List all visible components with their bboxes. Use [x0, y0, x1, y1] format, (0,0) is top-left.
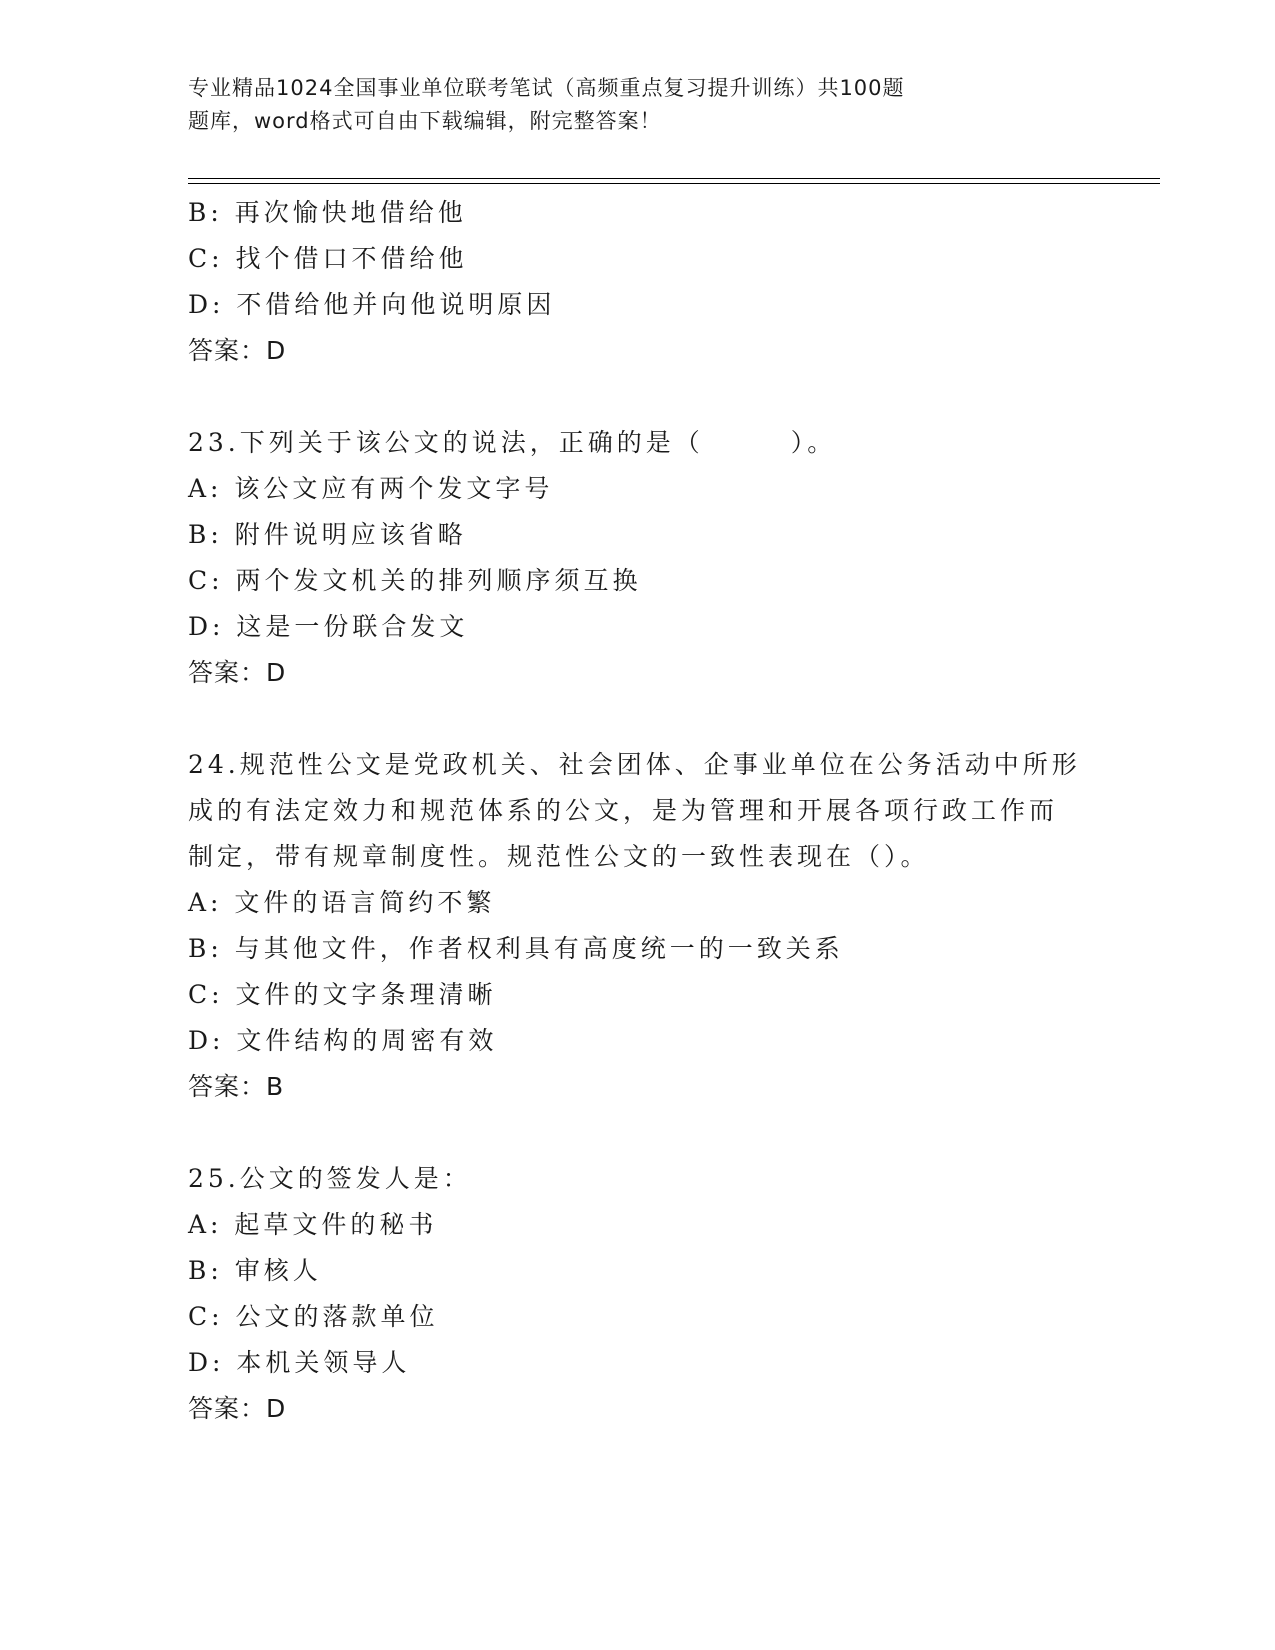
question-stem-line-1: 24.规范性公文是党政机关、社会团体、企事业单位在公务活动中所形 [188, 750, 1081, 779]
option-b: B: 审核人 [188, 1256, 322, 1285]
header-divider-bottom [188, 183, 1160, 184]
option-b: B: 与其他文件，作者权利具有高度统一的一致关系 [188, 934, 844, 963]
answer-line: 答案：D [188, 336, 287, 365]
option-d: D: 本机关领导人 [188, 1348, 411, 1377]
answer-line: 答案：B [188, 1072, 285, 1101]
document-header [188, 72, 1008, 138]
header-title-line-1: 专业精品1024全国事业单位联考笔试（高频重点复习提升训练）共100题 [188, 76, 905, 100]
option-c: C: 找个借口不借给他 [188, 244, 468, 273]
option-c: C: 两个发文机关的排列顺序须互换 [188, 566, 642, 595]
header-divider-top [188, 178, 1160, 179]
question-23 [188, 420, 1088, 696]
option-a: A: 该公文应有两个发文字号 [188, 474, 554, 503]
answer-line: 答案：D [188, 1394, 287, 1423]
header-title-line-2: 题库，word格式可自由下载编辑，附完整答案！ [188, 109, 662, 133]
question-stem: 23.下列关于该公文的说法，正确的是（ ）。 [188, 428, 837, 457]
question-25 [188, 1156, 1088, 1432]
option-d: D: 文件结构的周密有效 [188, 1026, 498, 1055]
question-stem-line-2: 成的有法定效力和规范体系的公文，是为管理和开展各项行政工作而 [188, 796, 1059, 825]
question-24 [188, 742, 1088, 1110]
spacer [188, 374, 1088, 420]
spacer [188, 1110, 1088, 1156]
option-b: B: 附件说明应该省略 [188, 520, 467, 549]
option-c: C: 公文的落款单位 [188, 1302, 439, 1331]
option-a: A: 文件的语言简约不繁 [188, 888, 496, 917]
document-body [188, 190, 1088, 1432]
option-d: D: 不借给他并向他说明原因 [188, 290, 556, 319]
answer-line: 答案：D [188, 658, 287, 687]
option-c: C: 文件的文字条理清晰 [188, 980, 497, 1009]
option-b: B: 再次愉快地借给他 [188, 198, 467, 227]
question-stem: 25.公文的签发人是： [188, 1164, 472, 1193]
option-d: D: 这是一份联合发文 [188, 612, 469, 641]
option-a: A: 起草文件的秘书 [188, 1210, 438, 1239]
spacer [188, 696, 1088, 742]
question-22-continued [188, 190, 1088, 374]
question-stem-line-3: 制定，带有规章制度性。规范性公文的一致性表现在（）。 [188, 842, 930, 871]
